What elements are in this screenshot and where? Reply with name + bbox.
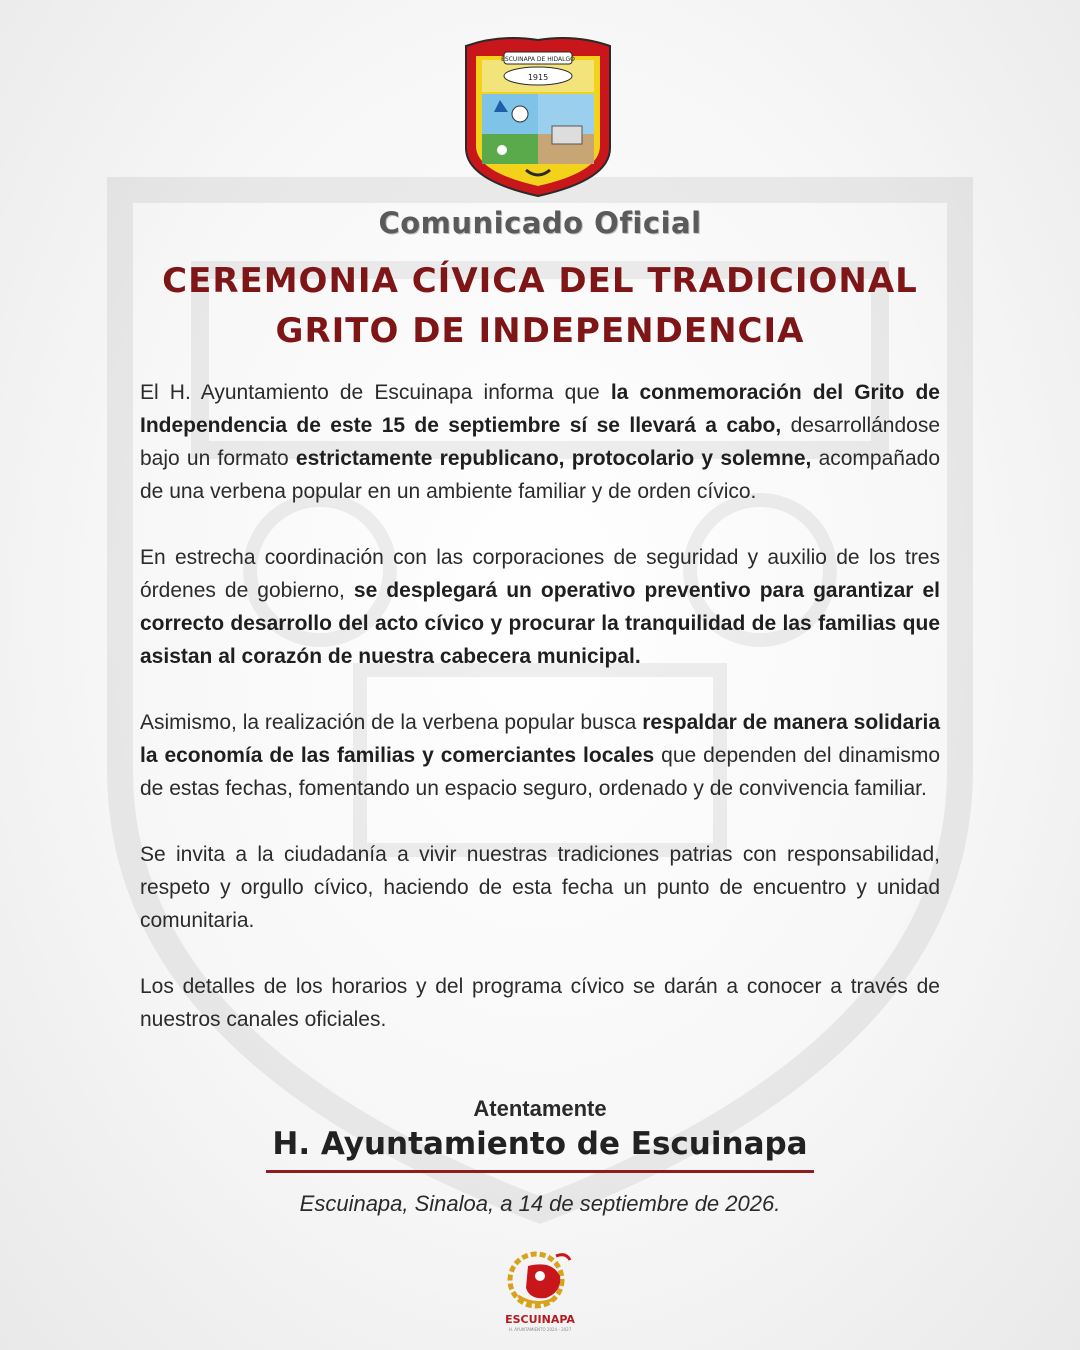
paragraph-2-bold-b: se desplegará un operativo preventivo para garantizar el correcto desarrollo del acto cívico y procurar la tranquilidad de las familias que asistan al corazón de nuestra cabecera municipal. xyxy=(140,579,940,668)
paragraph-1-text-c: desarrollándose bajo un formato xyxy=(140,414,941,470)
place-and-date: Escuinapa, Sinaloa, a 14 de septiembre de 2026. xyxy=(299,1191,781,1216)
paragraph-3-bold-b: respaldar de manera solidaria la economía de las familias y comerciantes locales xyxy=(140,711,941,767)
document-title xyxy=(60,256,1020,356)
paragraph-3-text-a: Asimismo, la realización de la verbena popular busca xyxy=(140,711,643,734)
paragraph-1-text-a: El H. Ayuntamiento de Escuinapa informa que xyxy=(140,381,611,404)
signing-organization: H. Ayuntamiento de Escuinapa xyxy=(266,1126,813,1173)
paragraph-4 xyxy=(140,838,940,937)
paragraph-1-bold-d: estrictamente republicano, protocolario y solemne, xyxy=(295,447,812,470)
title-line-2: GRITO DE INDEPENDENCIA xyxy=(275,311,805,351)
paragraph-4-text-a: Se invita a la ciudadanía a vivir nuestras tradiciones patrias con responsabilidad, respeto y orgullo cívico, haciendo de esta fecha un punto de encuentro y unidad comunitaria. xyxy=(140,843,940,932)
salutation: Atentamente xyxy=(473,1096,607,1121)
footer-logo-tagline: H. AYUNTAMIENTO 2024 - 2027 xyxy=(508,1327,572,1332)
document-kicker: Comunicado Oficial xyxy=(378,206,702,240)
paragraph-2 xyxy=(140,541,940,673)
crest-year: 1915 xyxy=(527,73,549,82)
paragraph-3 xyxy=(140,706,940,805)
municipal-crest xyxy=(460,30,616,200)
paragraph-3-text-c: que dependen del dinamismo de estas fechas, fomentando un espacio seguro, ordenado y de convivencia familiar. xyxy=(140,744,940,800)
paragraph-1-bold-b: la conmemoración del Grito de Independencia de este 15 de septiembre sí se llevará a cabo, xyxy=(140,381,940,437)
paragraph-2-text-a: En estrecha coordinación con las corporaciones de seguridad y auxilio de los tres órdenes de gobierno, xyxy=(140,546,940,602)
paragraph-5 xyxy=(140,970,940,1036)
statement-body xyxy=(140,376,940,1069)
footer-logo-text: ESCUINAPA xyxy=(505,1313,575,1326)
crest-banner-text: ESCUINAPA DE HIDALGO xyxy=(501,56,575,63)
paragraph-1-text-e: acompañado de una verbena popular en un ambiente familiar y de orden cívico. xyxy=(140,447,940,503)
paragraph-1 xyxy=(140,376,940,508)
title-line-1: CEREMONIA CÍVICA DEL TRADICIONAL xyxy=(162,261,918,301)
paragraph-5-text-a: Los detalles de los horarios y del programa cívico se darán a conocer a través de nuestros canales oficiales. xyxy=(140,975,940,1031)
signature-block xyxy=(0,1096,1080,1217)
footer-logo-word xyxy=(490,1313,590,1332)
